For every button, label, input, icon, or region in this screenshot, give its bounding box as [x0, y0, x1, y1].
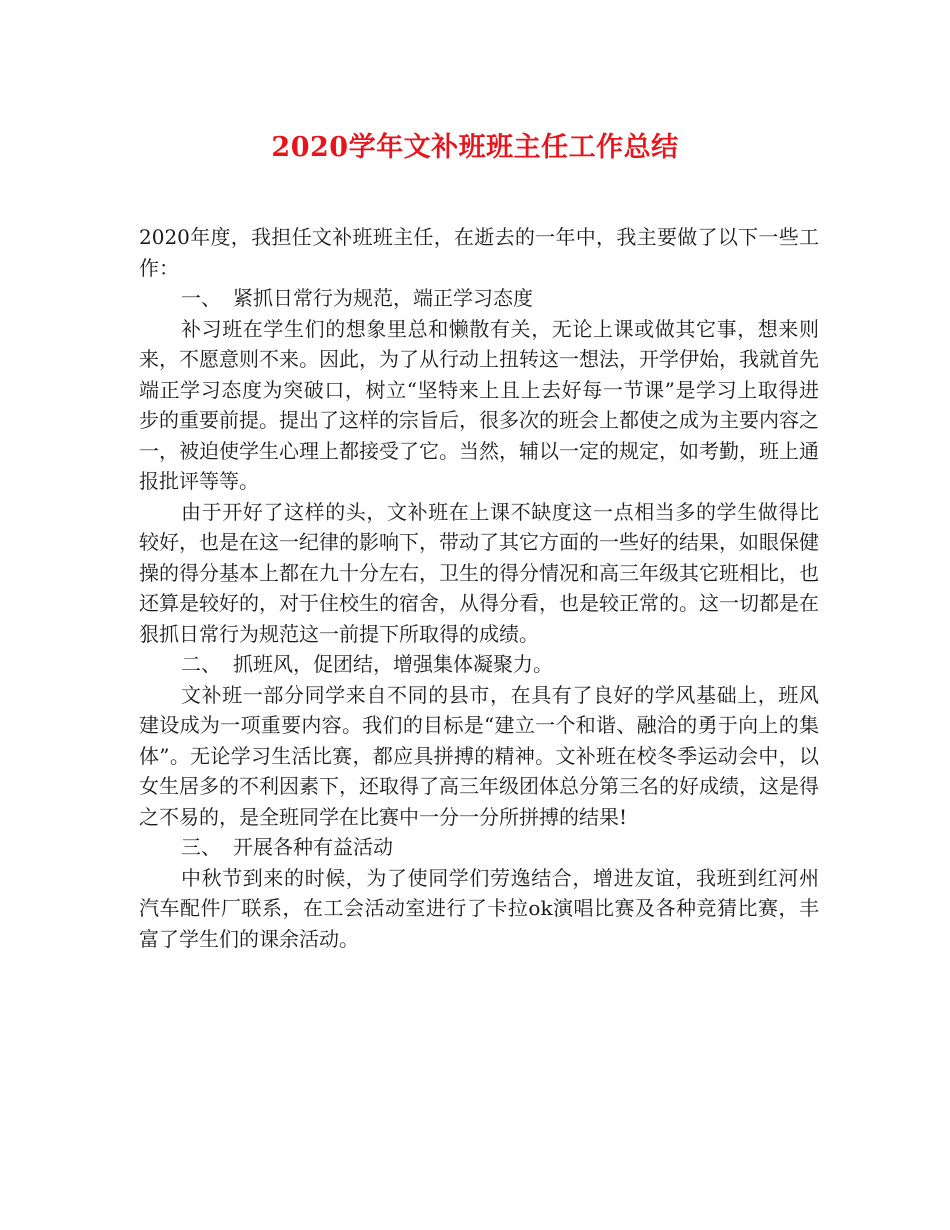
- section-number: 二、: [181, 652, 221, 676]
- body-paragraph: 由于开好了这样的头，文补班在上课不缺度这一点相当多的学生做得比较好，也是在这一纪律的影响下，带动了其它方面的一些好的结果，如眼保健操的得分基本上都在九十分左右，卫生的得分情况和高三年级其它班相比，也还算是较好的，对于住校生的宿舍，从得分看，也是较正常的。这一切都是在狠抓日常行为规范这一前提下所取得的成绩。: [139, 499, 819, 646]
- section-heading-text: 抓班风，促团结，增强集体凝聚力。: [233, 652, 553, 676]
- section-heading-2: [139, 649, 819, 680]
- intro-paragraph: 2020年度，我担任文补班班主任，在逝去的一年中，我主要做了以下一些工作：: [139, 225, 819, 280]
- document-body: [139, 222, 819, 954]
- section-heading-text: 开展各种有益活动: [233, 835, 393, 859]
- section-heading-3: [139, 832, 819, 863]
- section-heading-1: [139, 283, 819, 314]
- section-heading-text: 紧抓日常行为规范，端正学习态度: [233, 286, 533, 310]
- body-paragraph: 文补班一部分同学来自不同的县市，在具有了良好的学风基础上，班风建设成为一项重要内容。我们的目标是“建立一个和谐、融洽的勇于向上的集体”。无论学习生活比赛，都应具拼搏的精神。文补班在校冬季运动会中，以女生居多的不利因素下，还取得了高三年级团体总分第三名的好成绩，这是得之不易的，是全班同学在比赛中一分一分所拼搏的结果!: [139, 682, 819, 829]
- body-paragraph: 中秋节到来的时候，为了使同学们劳逸结合，增进友谊，我班到红河州汽车配件厂联系，在工会活动室进行了卡拉ok演唱比赛及各种竞猜比赛，丰富了学生们的课余活动。: [139, 865, 819, 951]
- document-title: 2020学年文补班班主任工作总结: [271, 132, 679, 163]
- body-paragraph: 补习班在学生们的想象里总和懒散有关，无论上课或做其它事，想来则来，不愿意则不来。因此，为了从行动上扭转这一想法，开学伊始，我就首先端正学习态度为突破口，树立“坚特来上且上去好每一节课”是学习上取得进步的重要前提。提出了这样的宗旨后，很多次的班会上都使之成为主要内容之一，被迫使学生心理上都接受了它。当然，辅以一定的规定，如考勤，班上通报批评等等。: [139, 316, 819, 493]
- section-number: 三、: [181, 835, 221, 859]
- section-number: 一、: [181, 286, 221, 310]
